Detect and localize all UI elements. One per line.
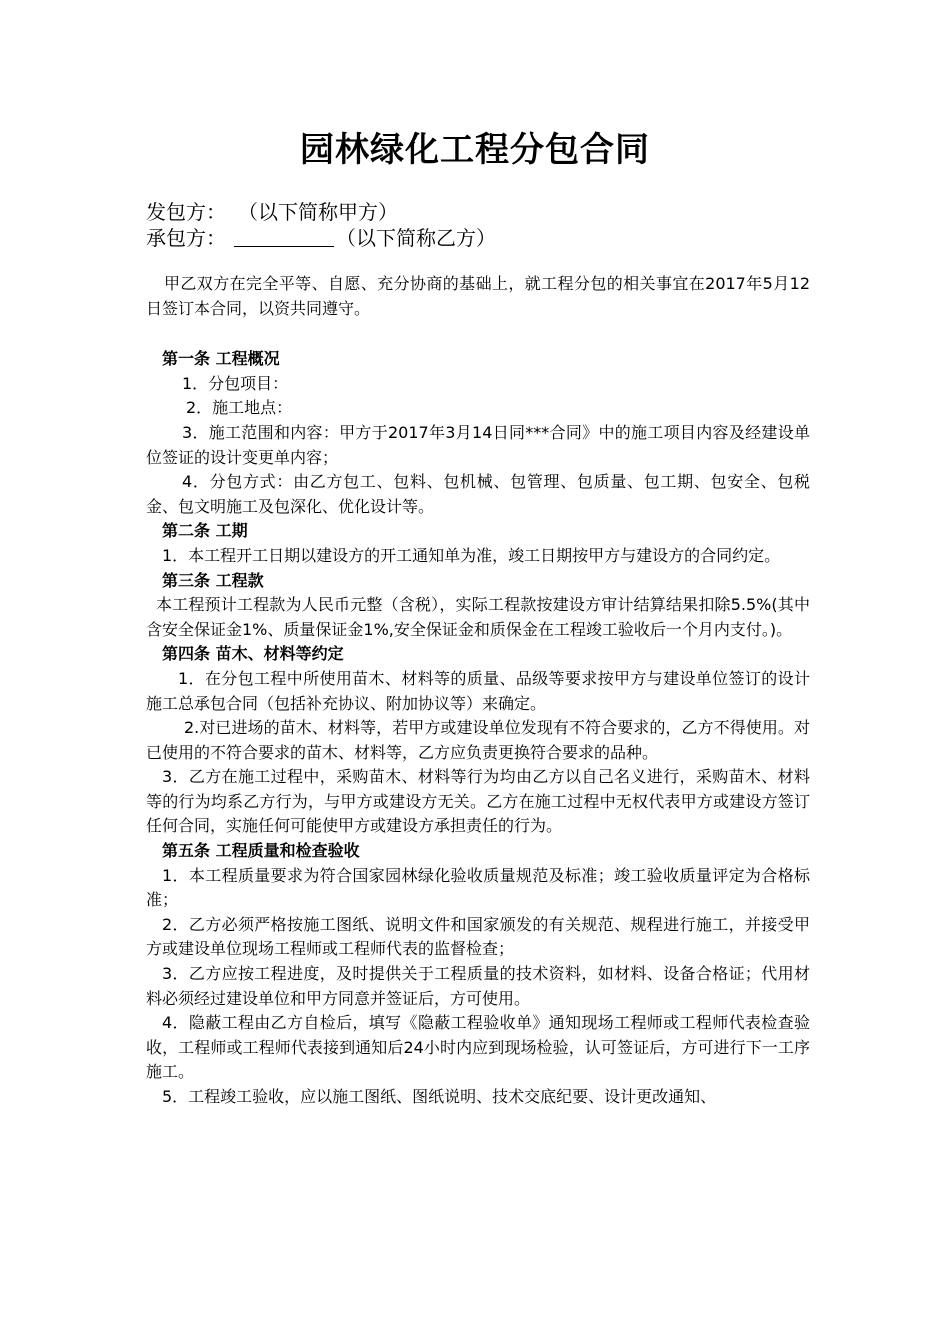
article-2-heading: 第二条 工期 bbox=[162, 521, 248, 541]
article-1-item-2: 2．施工地点： bbox=[186, 398, 293, 418]
intro-paragraph: 甲乙双方在完全平等、自愿、充分协商的基础上，就工程分包的相关事宜在2017年5月12日签订本合同，以资共同遵守。 bbox=[146, 274, 810, 318]
contract-body bbox=[146, 272, 810, 1110]
article-5-item-4: 4．隐蔽工程由乙方自检后，填写《隐蔽工程验收单》通知现场工程师或工程师代表检查验收，工程师或工程师代表接到通知后24小时内应到现场检验，认可签证后，方可进行下一工序施工。 bbox=[146, 1013, 810, 1082]
article-2-item-1: 1．本工程开工日期以建设方的开工通知单为准，竣工日期按甲方与建设方的合同约定。 bbox=[162, 545, 781, 565]
article-1-heading: 第一条 工程概况 bbox=[162, 349, 280, 369]
article-4-item-1: 1．在分包工程中所使用苗木、材料等的质量、品级等要求按甲方与建设单位签订的设计施工总承包合同（包括补充协议、附加协议等）来确定。 bbox=[146, 668, 810, 713]
article-1-item-3: 3．施工范围和内容：甲方于2017年3月14日同***合同》中的施工项目内容及经建设单位签证的设计变更单内容； bbox=[146, 422, 810, 467]
article-5-item-5: 5．工程竣工验收，应以施工图纸、图纸说明、技术交底纪要、设计更改通知、 bbox=[162, 1087, 717, 1106]
article-5-item-2: 2．乙方必须严格按施工图纸、说明文件和国家颁发的有关规范、规程进行施工，并接受甲方或建设单位现场工程师或工程师代表的监督检查； bbox=[146, 914, 810, 959]
party-contractor-suffix: （以下简称甲方） bbox=[238, 200, 398, 224]
party-contractor-line bbox=[146, 199, 398, 225]
article-4-item-2: 2.对已进场的苗木、材料等，若甲方或建设单位发现有不符合要求的，乙方不得使用。对已使用的不符合要求的苗木、材料等，乙方应负责更换符合要求的品种。 bbox=[146, 718, 810, 762]
article-1-item-4: 4．分包方式：由乙方包工、包料、包机械、包管理、包质量、包工期、包安全、包税金、包文明施工及包深化、优化设计等。 bbox=[146, 472, 810, 516]
party-subcontractor-suffix: （以下简称乙方） bbox=[336, 226, 496, 250]
article-3-item-1: 本工程预计工程款为人民币元整（含税），实际工程款按建设方审计结算结果扣除5.5%(其中含安全保证金1%、质量保证金1%,安全保证金和质保金在工程竣工验收后一个月内支付。)。 bbox=[146, 595, 810, 639]
party-contractor-label: 发包方： bbox=[146, 200, 226, 224]
article-1-item-1: 1．分包项目： bbox=[182, 373, 289, 393]
name-blank-line bbox=[234, 228, 334, 247]
article-5-heading: 第五条 工程质量和检查验收 bbox=[162, 841, 360, 861]
article-5-item-3: 3．乙方应按工程进度，及时提供关于工程质量的技术资料，如材料、设备合格证；代用材料必须经过建设单位和甲方同意并签证后，方可使用。 bbox=[146, 964, 810, 1008]
party-subcontractor-line bbox=[146, 225, 496, 251]
article-5-item-1: 1．本工程质量要求为符合国家园林绿化验收质量规范及标准；竣工验收质量评定为合格标准； bbox=[146, 865, 810, 910]
article-4-heading: 第四条 苗木、材料等约定 bbox=[162, 644, 344, 664]
article-4-item-3: 3．乙方在施工过程中，采购苗木、材料等行为均由乙方以自己名义进行，采购苗木、材料等的行为均系乙方行为，与甲方或建设方无关。乙方在施工过程中无权代表甲方或建设方签订任何合同，实施任何可能使甲方或建设方承担责任的行为。 bbox=[146, 767, 810, 836]
article-3-heading: 第三条 工程款 bbox=[162, 570, 264, 590]
party-subcontractor-label: 承包方： bbox=[146, 226, 226, 250]
document-title: 园林绿化工程分包合同 bbox=[300, 130, 650, 170]
